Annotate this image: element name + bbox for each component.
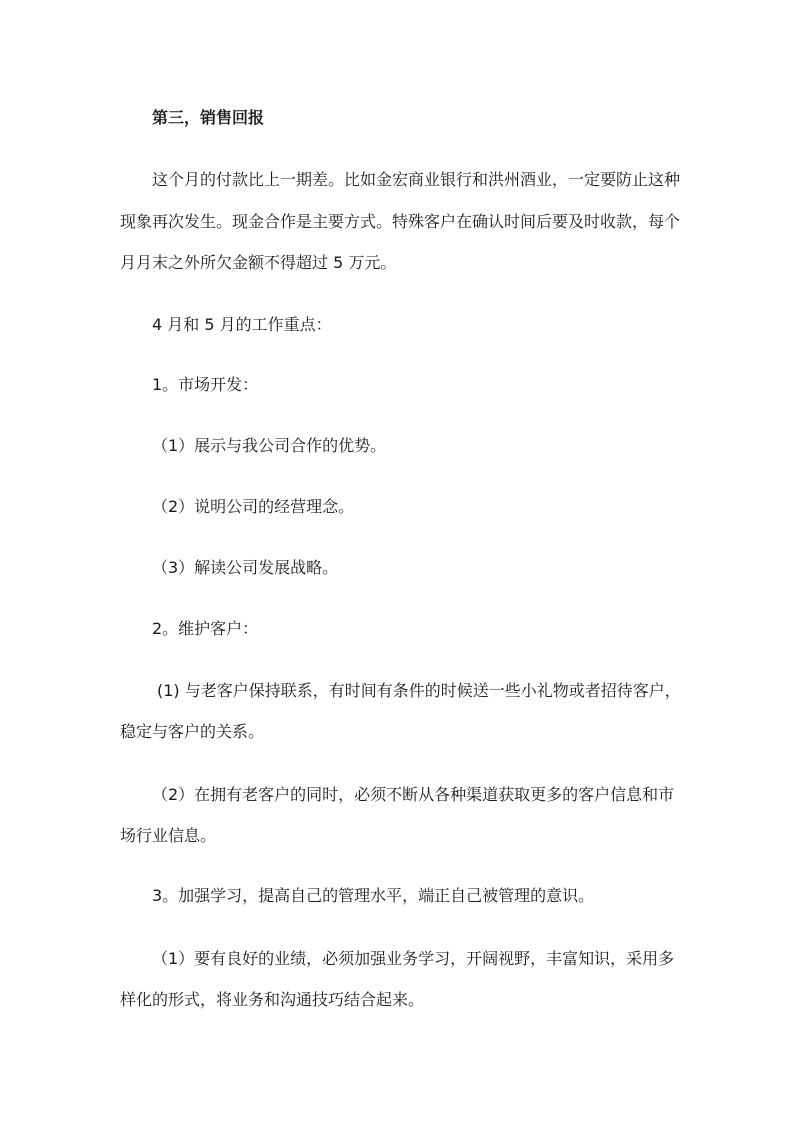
section-heading: 第三，销售回报 <box>152 108 265 127</box>
list-item-continuation: 样化的形式，将业务和沟通技巧结合起来。 <box>120 990 425 1009</box>
list-item-continuation: 场行业信息。 <box>120 826 217 845</box>
customers-title: 2。维护客户： <box>152 619 259 638</box>
list-item: (1) 与老客户保持联系，有时间有条件的时候送一些小礼物或者招待客户， <box>157 681 681 700</box>
market-title: 1。市场开发： <box>152 375 259 394</box>
list-item: （1）展示与我公司合作的优势。 <box>152 436 387 455</box>
paragraph-line: 现象再次发生。现金合作是主要方式。特殊客户在确认时间后要及时收款，每个 <box>120 212 681 231</box>
list-item-continuation: 稳定与客户的关系。 <box>120 722 265 741</box>
list-item: （1）要有良好的业绩，必须加强业务学习，开阔视野，丰富知识，采用多 <box>152 949 675 968</box>
focus-title: 4 月和 5 月的工作重点： <box>152 315 332 334</box>
learning-title: 3。加强学习，提高自己的管理水平，端正自己被管理的意识。 <box>152 886 595 905</box>
list-item: （2）在拥有老客户的同时，必须不断从各种渠道获取更多的客户信息和市 <box>152 785 675 804</box>
paragraph-line: 月月末之外所欠金额不得超过 5 万元。 <box>120 253 397 272</box>
list-item: （3）解读公司发展战略。 <box>152 558 339 577</box>
paragraph-line: 这个月的付款比上一期差。比如金宏商业银行和洪州酒业，一定要防止这种 <box>152 170 681 189</box>
list-item: （2）说明公司的经营理念。 <box>152 497 355 516</box>
